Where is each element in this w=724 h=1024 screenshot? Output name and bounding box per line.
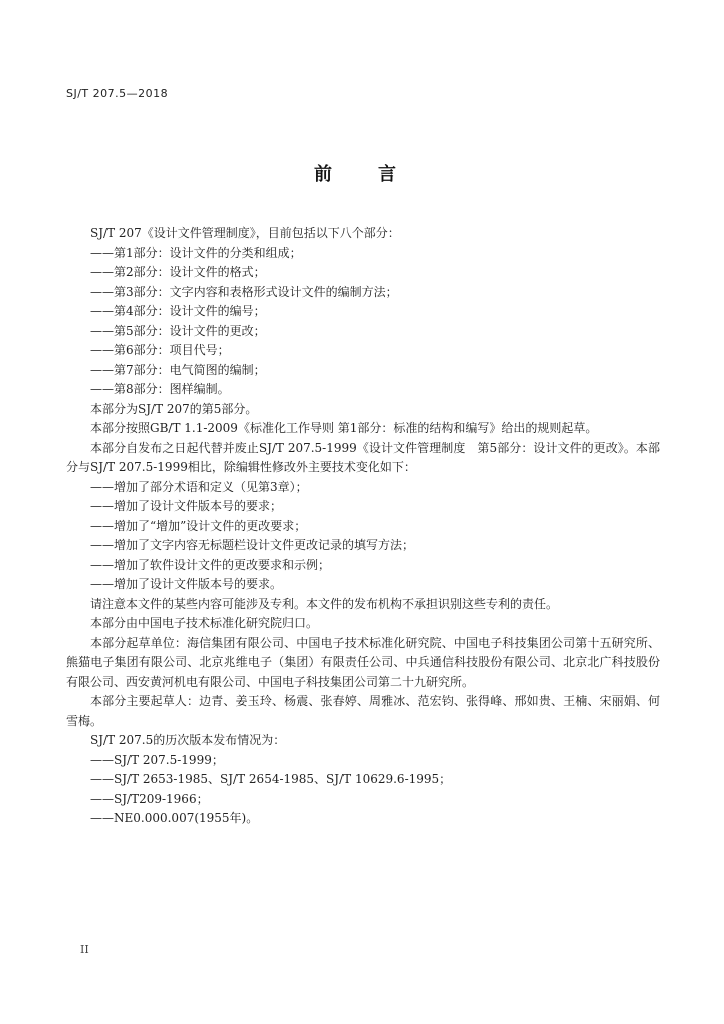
list-item: ——第6部分：项目代号；: [90, 343, 230, 357]
list-item: ——第3部分：文字内容和表格形式设计文件的编制方法；: [90, 284, 398, 299]
list-item: ——第8部分：图样编制。: [90, 382, 230, 396]
paragraph: 本部分自发布之日起代替并废止SJ/T 207.5-1999《设计文件管理制度 第5部分：设计文件的更改》。本部分与SJ/T 207.5-1999相比，除编辑性修改外主要技术变化如下：: [66, 440, 660, 474]
list-item: ——第7部分：电气简图的编制；: [90, 362, 266, 377]
list-item: ——SJ/T 2653-1985、SJ/T 2654-1985、SJ/T 10629.6-1995；: [90, 772, 452, 786]
paragraph: SJ/T 207.5的历次版本发布情况为：: [90, 733, 286, 747]
paragraph: 本部分按照GB/T 1.1-2009《标准化工作导则 第1部分：标准的结构和编写》给出的规则起草。: [90, 421, 598, 435]
list-item: ——增加了文字内容无标题栏设计文件更改记录的填写方法；: [90, 538, 415, 552]
paragraph: 本部分主要起草人：边青、姜玉玲、杨震、张春婷、周雅冰、范宏钧、张得峰、邢如贵、王楠、宋丽娟、何雪梅。: [66, 694, 660, 728]
list-item: ——第5部分：设计文件的更改；: [90, 323, 266, 338]
list-item: ——增加了设计文件版本号的要求；: [90, 499, 283, 513]
list-item: ——增加了软件设计文件的更改要求和示例；: [90, 557, 331, 572]
list-item: ——第4部分：设计文件的编号；: [90, 304, 266, 318]
foreword-body: [66, 224, 660, 829]
page-number: II: [80, 943, 89, 956]
paragraph: 本部分由中国电子技术标准化研究院归口。: [90, 616, 319, 630]
list-item: ——增加了设计文件版本号的要求。: [90, 577, 283, 591]
paragraph: 请注意本文件的某些内容可能涉及专利。本文件的发布机构不承担识别这些专利的责任。: [90, 596, 559, 611]
list-item: ——NE0.000.007(1955年)。: [90, 811, 259, 825]
list-item: ——第2部分：设计文件的格式；: [90, 265, 266, 279]
list-item: ——SJ/T209-1966；: [90, 791, 209, 806]
paragraph: 本部分起草单位：海信集团有限公司、中国电子技术标准化研究院、中国电子科技集团公司第十五研究所、熊猫电子集团有限公司、北京兆维电子（集团）有限责任公司、中兵通信科技股份有限公司、北京北广科技股份有限公司、西安黄河机电有限公司、中国电子科技集团公司第二十九研究所。: [66, 635, 660, 689]
list-item: ——第1部分：设计文件的分类和组成；: [90, 245, 302, 260]
list-item: ——增加了部分术语和定义（见第3章）；: [90, 479, 308, 494]
page-title: 前 言: [314, 164, 410, 185]
list-item: ——SJ/T 207.5-1999；: [90, 752, 224, 767]
document-code-header: SJ/T 207.5—2018: [66, 87, 169, 100]
list-item: ——增加了“增加”设计文件的更改要求；: [90, 518, 307, 533]
paragraph: 本部分为SJ/T 207的第5部分。: [90, 401, 258, 416]
paragraph: SJ/T 207《设计文件管理制度》，目前包括以下八个部分：: [90, 226, 400, 240]
